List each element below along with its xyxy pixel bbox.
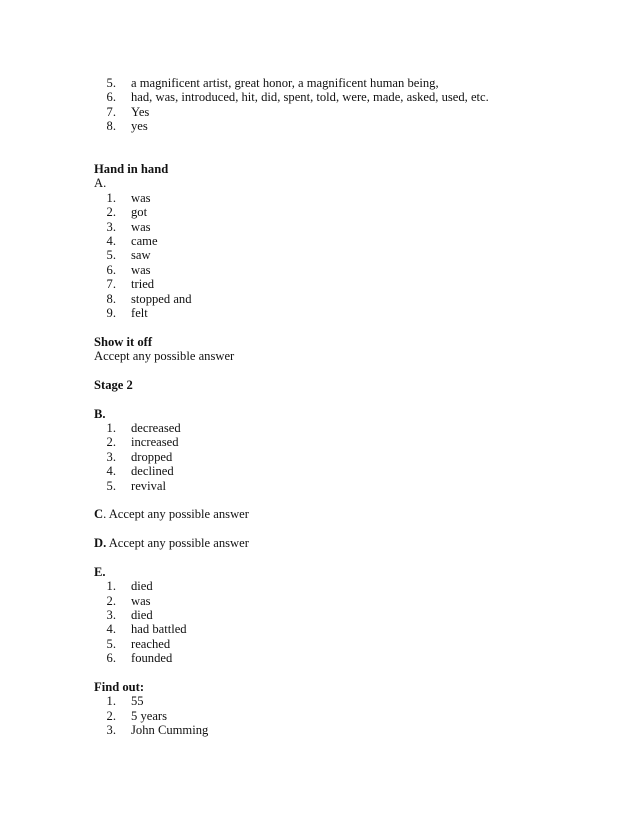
item-number: 1. (106, 191, 116, 205)
item-number: 5. (106, 76, 116, 90)
section-text: . Accept any possible answer (103, 507, 249, 521)
item-number: 6. (106, 263, 116, 277)
item-text: died (131, 608, 153, 622)
item-number: 4. (106, 622, 116, 636)
item-number: 2. (106, 594, 116, 608)
section-label-b: B. (94, 407, 106, 421)
section-heading-stage-2: Stage 2 (94, 378, 133, 392)
item-text: 5 years (131, 709, 168, 723)
item-number: 4. (106, 464, 116, 478)
section-heading-show-it-off: Show it off (94, 335, 153, 349)
section-label-d: D. (94, 536, 107, 550)
item-number: 9. (106, 306, 116, 320)
section-text: Accept any possible answer (106, 536, 249, 550)
item-text: died (131, 579, 153, 593)
item-text: tried (131, 277, 155, 291)
item-number: 3. (106, 723, 116, 737)
item-text: Yes (131, 105, 150, 119)
item-text: felt (131, 306, 148, 320)
item-text: had, was, introduced, hit, did, spent, told, were, made, asked, used, etc. (131, 90, 489, 104)
item-number: 8. (106, 119, 116, 133)
section-heading-find-out: Find out: (94, 680, 145, 694)
item-text: dropped (131, 450, 173, 464)
item-text: yes (131, 119, 148, 133)
item-text: declined (131, 464, 174, 478)
item-text: revival (131, 479, 166, 493)
item-number: 3. (106, 608, 116, 622)
item-text: founded (131, 651, 173, 665)
item-number: 7. (106, 105, 116, 119)
section-d-line (94, 536, 249, 551)
section-label-c: C (94, 507, 104, 521)
section-label-e: E. (94, 565, 106, 579)
item-text: increased (131, 435, 179, 449)
item-number: 7. (106, 277, 116, 291)
section-c-line (94, 507, 249, 522)
item-text: was (131, 263, 151, 277)
item-text: came (131, 234, 158, 248)
item-number: 5. (106, 479, 116, 493)
section-heading-hand-in-hand: Hand in hand (94, 162, 169, 176)
item-text: 55 (131, 694, 144, 708)
item-number: 5. (106, 637, 116, 651)
item-text: was (131, 220, 151, 234)
item-text: reached (131, 637, 171, 651)
item-number: 1. (106, 694, 116, 708)
item-text: was (131, 594, 151, 608)
item-text: stopped and (131, 292, 192, 306)
item-text: decreased (131, 421, 181, 435)
item-number: 4. (106, 234, 116, 248)
item-number: 3. (106, 450, 116, 464)
item-number: 2. (106, 709, 116, 723)
item-number: 1. (106, 579, 116, 593)
item-number: 1. (106, 421, 116, 435)
item-text: John Cumming (131, 723, 209, 737)
item-number: 5. (106, 248, 116, 262)
section-label-a: A. (94, 176, 107, 190)
item-text: a magnificent artist, great honor, a magnificent human being, (131, 76, 439, 90)
item-text: was (131, 191, 151, 205)
item-number: 2. (106, 435, 116, 449)
item-text: had battled (131, 622, 187, 636)
item-number: 8. (106, 292, 116, 306)
item-number: 6. (106, 651, 116, 665)
item-number: 3. (106, 220, 116, 234)
item-text: saw (131, 248, 151, 262)
item-text: got (131, 205, 148, 219)
item-number: 6. (106, 90, 116, 104)
item-number: 2. (106, 205, 116, 219)
section-text: Accept any possible answer (94, 349, 235, 363)
